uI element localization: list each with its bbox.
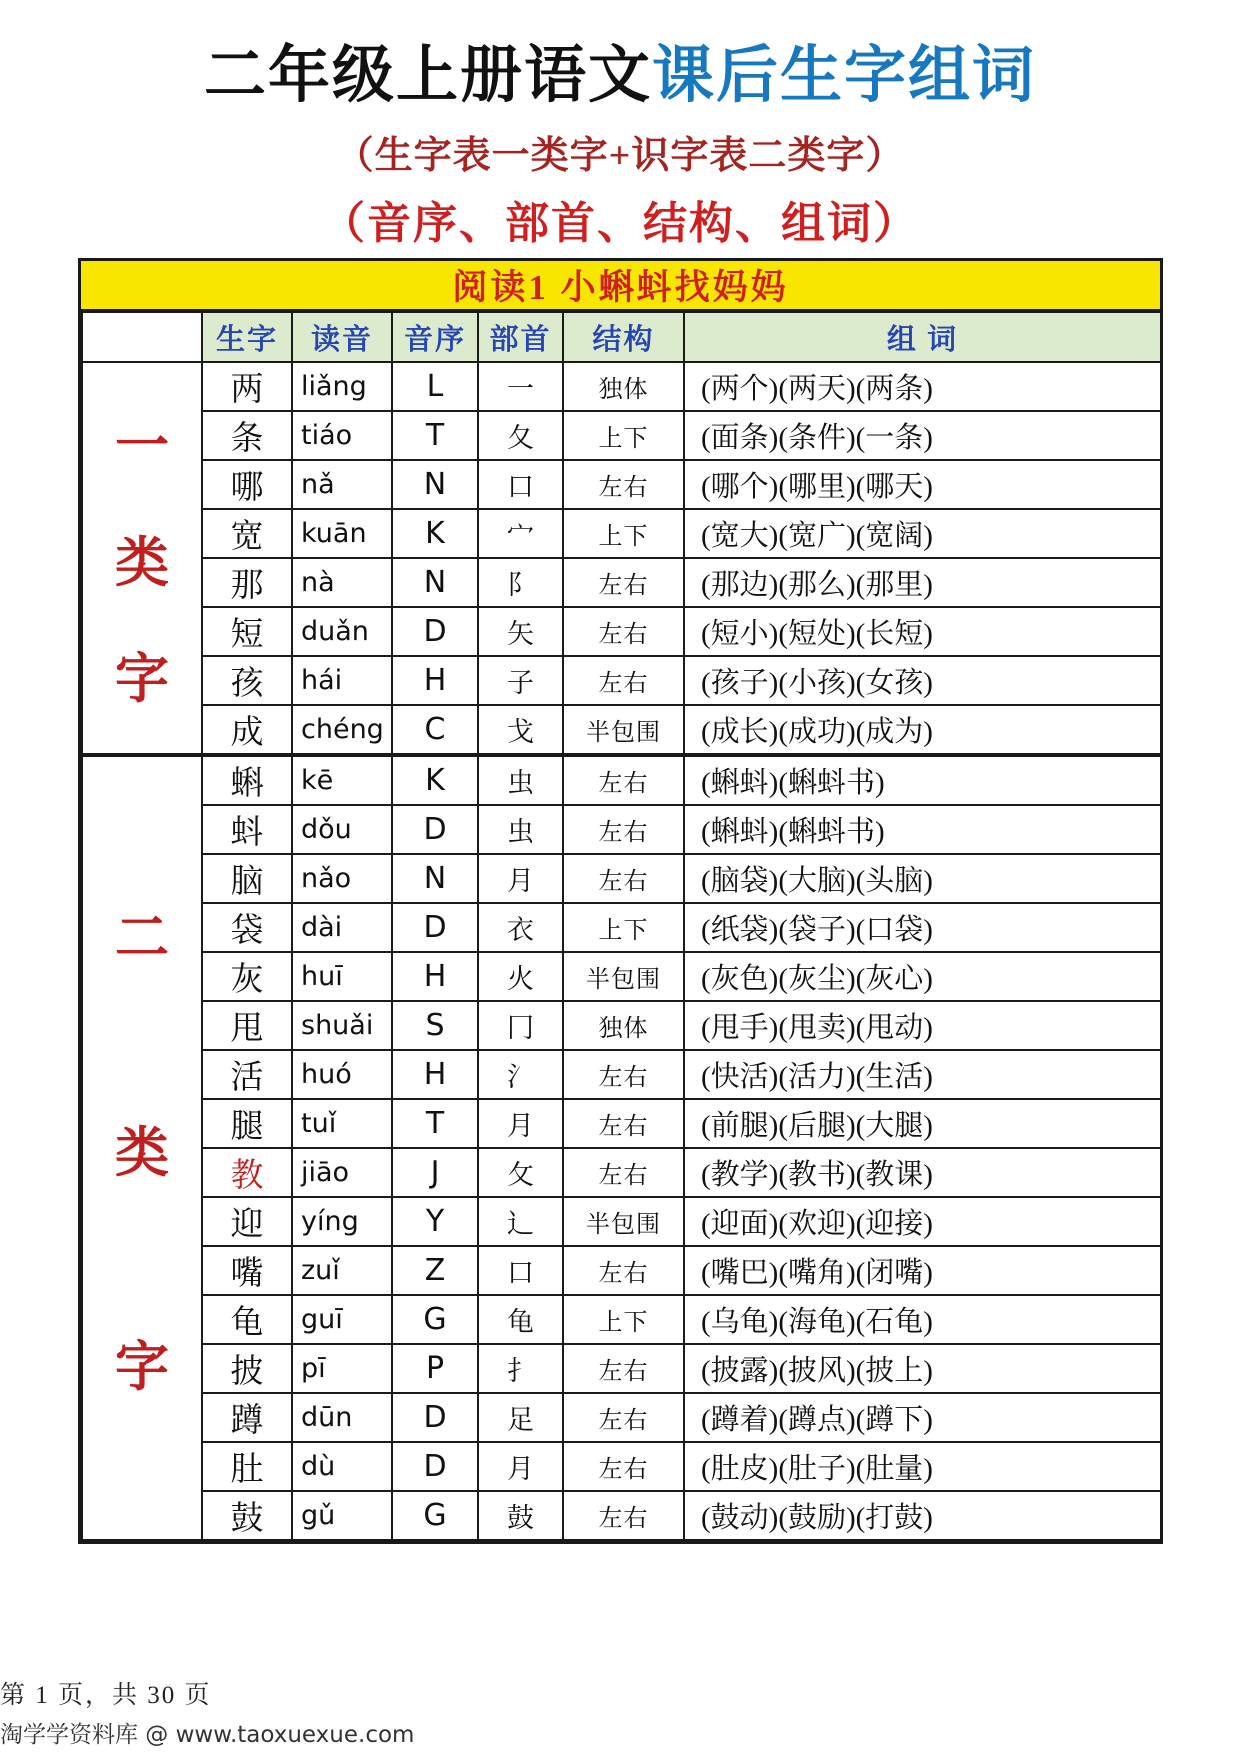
initial-cell: D [392, 607, 478, 656]
pinyin-cell: huó [292, 1050, 392, 1099]
structure-cell: 左右 [563, 656, 684, 705]
initial-cell: D [392, 805, 478, 854]
pinyin-cell: liǎng [292, 362, 392, 411]
category-label [82, 755, 202, 1540]
pinyin-cell: nǎ [292, 460, 392, 509]
radical-cell: 夂 [478, 411, 563, 460]
structure-cell: 左右 [563, 805, 684, 854]
radical-cell: 扌 [478, 1344, 563, 1393]
category-char: 类 [115, 1122, 169, 1183]
table-row [82, 1050, 1161, 1099]
table-row [82, 362, 1161, 411]
pinyin-cell: dǒu [292, 805, 392, 854]
initial-cell: D [392, 1393, 478, 1442]
pinyin-cell: dù [292, 1442, 392, 1491]
radical-cell: 子 [478, 656, 563, 705]
table-row [82, 1491, 1161, 1540]
words-cell: (教学)(教书)(教课) [684, 1148, 1161, 1197]
char-cell: 灰 [202, 952, 292, 1001]
radical-cell: 辶 [478, 1197, 563, 1246]
words-cell: (孩子)(小孩)(女孩) [684, 656, 1161, 705]
initial-cell: D [392, 1442, 478, 1491]
initial-cell: N [392, 854, 478, 903]
col-header-initial: 音序 [392, 312, 478, 362]
words-cell: (肚皮)(肚子)(肚量) [684, 1442, 1161, 1491]
words-cell: (嘴巴)(嘴角)(闭嘴) [684, 1246, 1161, 1295]
words-cell: (快活)(活力)(生活) [684, 1050, 1161, 1099]
table-row [82, 460, 1161, 509]
structure-cell: 左右 [563, 460, 684, 509]
words-cell: (宽大)(宽广)(宽阔) [684, 509, 1161, 558]
structure-cell: 上下 [563, 1295, 684, 1344]
words-cell: (两个)(两天)(两条) [684, 362, 1161, 411]
pinyin-cell: chéng [292, 705, 392, 755]
initial-cell: G [392, 1295, 478, 1344]
radical-cell: 宀 [478, 509, 563, 558]
words-cell: (脑袋)(大脑)(头脑) [684, 854, 1161, 903]
table-row [82, 1197, 1161, 1246]
pinyin-cell: hái [292, 656, 392, 705]
char-cell: 蚪 [202, 805, 292, 854]
char-cell: 教 [202, 1148, 292, 1197]
pinyin-cell: pī [292, 1344, 392, 1393]
initial-cell: P [392, 1344, 478, 1393]
char-cell: 肚 [202, 1442, 292, 1491]
initial-cell: J [392, 1148, 478, 1197]
vocab-sheet [78, 258, 1163, 1544]
structure-cell: 左右 [563, 1148, 684, 1197]
page-number: 第 1 页，共 30 页 [0, 1682, 212, 1709]
words-cell: (灰色)(灰尘)(灰心) [684, 952, 1161, 1001]
words-cell: (短小)(短处)(长短) [684, 607, 1161, 656]
radical-cell: 月 [478, 1442, 563, 1491]
page-header [0, 0, 1240, 251]
pinyin-cell: shuǎi [292, 1001, 392, 1050]
initial-cell: Y [392, 1197, 478, 1246]
pinyin-cell: kē [292, 755, 392, 805]
structure-cell: 左右 [563, 854, 684, 903]
initial-cell: L [392, 362, 478, 411]
table-row [82, 509, 1161, 558]
vocab-table [81, 311, 1162, 1541]
radical-cell: 月 [478, 1099, 563, 1148]
char-cell: 嘴 [202, 1246, 292, 1295]
table-row [82, 1148, 1161, 1197]
initial-cell: N [392, 558, 478, 607]
category-char: 一 [115, 415, 169, 476]
structure-cell: 左右 [563, 1491, 684, 1540]
char-cell: 龟 [202, 1295, 292, 1344]
radical-cell: 足 [478, 1393, 563, 1442]
pinyin-cell: jiāo [292, 1148, 392, 1197]
table-row [82, 1001, 1161, 1050]
initial-cell: T [392, 1099, 478, 1148]
radical-cell: 戈 [478, 705, 563, 755]
pinyin-cell: duǎn [292, 607, 392, 656]
char-cell: 脑 [202, 854, 292, 903]
pinyin-cell: huī [292, 952, 392, 1001]
char-cell: 披 [202, 1344, 292, 1393]
structure-cell: 上下 [563, 509, 684, 558]
table-row [82, 1442, 1161, 1491]
radical-cell: 龟 [478, 1295, 563, 1344]
structure-cell: 左右 [563, 558, 684, 607]
radical-cell: 矢 [478, 607, 563, 656]
category-char: 二 [115, 907, 169, 968]
table-row [82, 1295, 1161, 1344]
radical-cell: 虫 [478, 805, 563, 854]
char-cell: 腿 [202, 1099, 292, 1148]
structure-cell: 上下 [563, 903, 684, 952]
table-row [82, 1246, 1161, 1295]
radical-cell: 一 [478, 362, 563, 411]
table-row [82, 1393, 1161, 1442]
words-cell: (前腿)(后腿)(大腿) [684, 1099, 1161, 1148]
words-cell: (哪个)(哪里)(哪天) [684, 460, 1161, 509]
col-header-pinyin: 读音 [292, 312, 392, 362]
radical-cell: 攵 [478, 1148, 563, 1197]
structure-cell: 半包围 [563, 705, 684, 755]
radical-cell: 氵 [478, 1050, 563, 1099]
pinyin-cell: guī [292, 1295, 392, 1344]
pinyin-cell: dài [292, 903, 392, 952]
pinyin-cell: nǎo [292, 854, 392, 903]
radical-cell: 虫 [478, 755, 563, 805]
initial-cell: S [392, 1001, 478, 1050]
table-row [82, 805, 1161, 854]
title-blue-part: 课后生字组词 [652, 42, 1037, 110]
subtitle-scope: （生字表一类字+识字表二类字） [335, 135, 905, 178]
structure-cell: 左右 [563, 1050, 684, 1099]
pinyin-cell: yíng [292, 1197, 392, 1246]
table-row [82, 903, 1161, 952]
words-cell: (蝌蚪)(蝌蚪书) [684, 805, 1161, 854]
words-cell: (迎面)(欢迎)(迎接) [684, 1197, 1161, 1246]
radical-cell: 口 [478, 460, 563, 509]
words-cell: (蹲着)(蹲点)(蹲下) [684, 1393, 1161, 1442]
structure-cell: 半包围 [563, 1197, 684, 1246]
char-cell: 宽 [202, 509, 292, 558]
char-cell: 甩 [202, 1001, 292, 1050]
words-cell: (面条)(条件)(一条) [684, 411, 1161, 460]
pinyin-cell: dūn [292, 1393, 392, 1442]
words-cell: (那边)(那么)(那里) [684, 558, 1161, 607]
lesson-banner: 阅读1 小蝌蚪找妈妈 [81, 261, 1160, 311]
radical-cell: 鼓 [478, 1491, 563, 1540]
char-cell: 哪 [202, 460, 292, 509]
pinyin-cell: nà [292, 558, 392, 607]
char-cell: 袋 [202, 903, 292, 952]
words-cell: (成长)(成功)(成为) [684, 705, 1161, 755]
radical-cell: 冂 [478, 1001, 563, 1050]
col-header-char: 生字 [202, 312, 292, 362]
initial-cell: C [392, 705, 478, 755]
corner-cell [82, 312, 202, 362]
col-header-radical: 部首 [478, 312, 563, 362]
table-row [82, 952, 1161, 1001]
initial-cell: H [392, 952, 478, 1001]
structure-cell: 半包围 [563, 952, 684, 1001]
table-row [82, 558, 1161, 607]
char-cell: 成 [202, 705, 292, 755]
table-row [82, 656, 1161, 705]
radical-cell: 月 [478, 854, 563, 903]
pinyin-cell: zuǐ [292, 1246, 392, 1295]
pinyin-cell: tuǐ [292, 1099, 392, 1148]
char-cell: 蝌 [202, 755, 292, 805]
structure-cell: 左右 [563, 1393, 684, 1442]
words-cell: (纸袋)(袋子)(口袋) [684, 903, 1161, 952]
structure-cell: 左右 [563, 1099, 684, 1148]
structure-cell: 左右 [563, 1344, 684, 1393]
radical-cell: 火 [478, 952, 563, 1001]
structure-cell: 独体 [563, 1001, 684, 1050]
page-title [0, 42, 1240, 110]
table-row [82, 411, 1161, 460]
structure-cell: 左右 [563, 1442, 684, 1491]
initial-cell: K [392, 509, 478, 558]
subtitle-fields: （音序、部首、结构、组词） [321, 199, 919, 249]
char-cell: 迎 [202, 1197, 292, 1246]
col-header-words: 组 词 [684, 312, 1161, 362]
pinyin-cell: gǔ [292, 1491, 392, 1540]
table-row [82, 854, 1161, 903]
title-black-part: 二年级上册语文 [203, 42, 652, 110]
char-cell: 短 [202, 607, 292, 656]
initial-cell: G [392, 1491, 478, 1540]
initial-cell: D [392, 903, 478, 952]
table-row [82, 1344, 1161, 1393]
structure-cell: 上下 [563, 411, 684, 460]
radical-cell: 阝 [478, 558, 563, 607]
char-cell: 活 [202, 1050, 292, 1099]
category-label [82, 362, 202, 755]
structure-cell: 左右 [563, 1246, 684, 1295]
structure-cell: 独体 [563, 362, 684, 411]
initial-cell: H [392, 656, 478, 705]
char-cell: 鼓 [202, 1491, 292, 1540]
char-cell: 蹲 [202, 1393, 292, 1442]
char-cell: 那 [202, 558, 292, 607]
initial-cell: H [392, 1050, 478, 1099]
pinyin-cell: kuān [292, 509, 392, 558]
char-cell: 孩 [202, 656, 292, 705]
table-row [82, 755, 1161, 805]
initial-cell: K [392, 755, 478, 805]
initial-cell: T [392, 411, 478, 460]
table-row [82, 607, 1161, 656]
words-cell: (甩手)(甩卖)(甩动) [684, 1001, 1161, 1050]
category-char: 字 [115, 649, 169, 710]
words-cell: (鼓动)(鼓励)(打鼓) [684, 1491, 1161, 1540]
words-cell: (披露)(披风)(披上) [684, 1344, 1161, 1393]
words-cell: (乌龟)(海龟)(石龟) [684, 1295, 1161, 1344]
pinyin-cell: tiáo [292, 411, 392, 460]
table-row [82, 1099, 1161, 1148]
initial-cell: Z [392, 1246, 478, 1295]
structure-cell: 左右 [563, 607, 684, 656]
radical-cell: 衣 [478, 903, 563, 952]
header-row [82, 312, 1161, 362]
words-cell: (蝌蚪)(蝌蚪书) [684, 755, 1161, 805]
site-watermark: 淘学学资料库 @ www.taoxuexue.com [0, 1722, 415, 1748]
col-header-structure: 结构 [563, 312, 684, 362]
char-cell: 条 [202, 411, 292, 460]
table-row [82, 705, 1161, 755]
initial-cell: N [392, 460, 478, 509]
char-cell: 两 [202, 362, 292, 411]
category-char: 类 [115, 532, 169, 593]
category-char: 字 [115, 1337, 169, 1398]
structure-cell: 左右 [563, 755, 684, 805]
radical-cell: 口 [478, 1246, 563, 1295]
